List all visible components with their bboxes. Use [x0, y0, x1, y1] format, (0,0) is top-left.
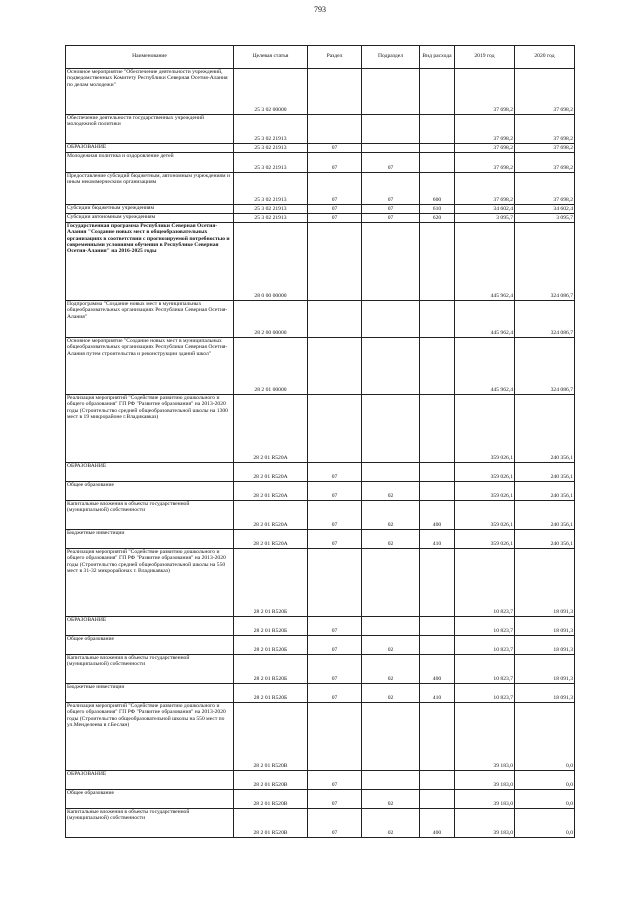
- cell-target-article: 28 0 00 00000: [234, 223, 308, 301]
- cell-section: [308, 301, 362, 338]
- table-row: [66, 153, 575, 173]
- cell-subsection: 02: [362, 530, 420, 549]
- cell-name: Основное мероприятие "Создание новых мест в муниципальных общеобразовательных организациях Республики Северная Осетия-Алания путем строительства и реконструкции зданий школ": [66, 338, 234, 395]
- cell-section: [308, 549, 362, 617]
- cell-expense-type: [420, 549, 455, 617]
- cell-target-article: 28 2 01 R520A: [234, 501, 308, 530]
- cell-section: [308, 338, 362, 395]
- cell-subsection: 02: [362, 655, 420, 684]
- cell-name: Капитальные вложения в объекты государственной (муниципальной) собственности: [66, 655, 234, 684]
- cell-expense-type: 400: [420, 655, 455, 684]
- table-row: [66, 655, 575, 684]
- cell-2019: 39 183,0: [455, 771, 515, 790]
- cell-section: 07: [308, 771, 362, 790]
- cell-target-article: 28 2 01 R520Б: [234, 655, 308, 684]
- cell-expense-type: 410: [420, 530, 455, 549]
- cell-target-article: 28 2 01 R520Б: [234, 617, 308, 636]
- cell-subsection: [362, 69, 420, 115]
- table-row: [66, 771, 575, 790]
- cell-target-article: 28 2 01 R520Б: [234, 549, 308, 617]
- cell-section: 07: [308, 144, 362, 153]
- cell-expense-type: [420, 703, 455, 771]
- cell-target-article: 28 2 01 00000: [234, 338, 308, 395]
- cell-target-article: 28 2 00 00000: [234, 301, 308, 338]
- table-header-row: [66, 46, 575, 69]
- budget-table: [65, 45, 575, 838]
- cell-2020: 324 086,7: [515, 301, 575, 338]
- cell-2020: 0,0: [515, 790, 575, 809]
- cell-subsection: 02: [362, 790, 420, 809]
- cell-2019: 10 823,7: [455, 636, 515, 655]
- cell-name: Капитальные вложения в объекты государственной (муниципальной) собственности: [66, 501, 234, 530]
- cell-subsection: [362, 115, 420, 144]
- cell-name: Бюджетные инвестиции: [66, 684, 234, 703]
- cell-name: Субсидии автономным учреждениям: [66, 214, 234, 223]
- cell-expense-type: [420, 395, 455, 463]
- cell-subsection: [362, 549, 420, 617]
- cell-subsection: [362, 771, 420, 790]
- table-row: [66, 530, 575, 549]
- cell-section: 07: [308, 501, 362, 530]
- cell-section: 07: [308, 153, 362, 173]
- table-row: [66, 501, 575, 530]
- cell-expense-type: [420, 617, 455, 636]
- cell-name: Предоставление субсидий бюджетным, автономным учреждениям и иным некоммерческим организациям: [66, 173, 234, 205]
- cell-section: 07: [308, 655, 362, 684]
- cell-2019: 39 183,0: [455, 703, 515, 771]
- cell-2020: 37 698,2: [515, 69, 575, 115]
- table-row: [66, 482, 575, 501]
- cell-target-article: 28 2 01 R520В: [234, 790, 308, 809]
- table-row: [66, 338, 575, 395]
- cell-name: Реализация мероприятий "Содействие развитию дошкольного и общего образования" ГП РФ "Развитие образования" на 2013-2020 годы (Строительство общеобразовательной школы на 550 мест по ул.Менделеева в г.Беслан): [66, 703, 234, 771]
- cell-expense-type: 600: [420, 173, 455, 205]
- cell-section: 07: [308, 463, 362, 482]
- cell-2019: 34 602,4: [455, 205, 515, 214]
- cell-2019: 10 823,7: [455, 617, 515, 636]
- table-row: [66, 205, 575, 214]
- cell-section: 07: [308, 530, 362, 549]
- table-row: [66, 790, 575, 809]
- cell-2020: 18 091,3: [515, 684, 575, 703]
- cell-expense-type: [420, 463, 455, 482]
- cell-2019: 37 698,2: [455, 115, 515, 144]
- cell-target-article: 28 2 01 R520Б: [234, 684, 308, 703]
- cell-subsection: [362, 223, 420, 301]
- header-subsection: Подраздел: [362, 46, 420, 69]
- cell-expense-type: [420, 790, 455, 809]
- cell-subsection: 02: [362, 684, 420, 703]
- cell-target-article: 25 3 02 21913: [234, 153, 308, 173]
- cell-2019: 39 183,0: [455, 809, 515, 838]
- cell-section: 07: [308, 617, 362, 636]
- cell-2019: 37 698,2: [455, 173, 515, 205]
- cell-2019: 37 698,2: [455, 153, 515, 173]
- cell-target-article: 25 3 02 21913: [234, 214, 308, 223]
- cell-target-article: 28 2 01 R520A: [234, 463, 308, 482]
- cell-2019: 359 026,1: [455, 501, 515, 530]
- cell-expense-type: 400: [420, 809, 455, 838]
- cell-subsection: [362, 463, 420, 482]
- cell-section: 07: [308, 205, 362, 214]
- cell-2020: 18 091,3: [515, 549, 575, 617]
- cell-target-article: 28 2 01 R520A: [234, 530, 308, 549]
- cell-expense-type: [420, 771, 455, 790]
- page-number: 793: [314, 5, 326, 14]
- cell-name: ОБРАЗОВАНИЕ: [66, 463, 234, 482]
- table-row: [66, 703, 575, 771]
- cell-section: 07: [308, 684, 362, 703]
- cell-section: 07: [308, 214, 362, 223]
- cell-subsection: [362, 617, 420, 636]
- cell-expense-type: [420, 301, 455, 338]
- cell-2019: 359 026,1: [455, 530, 515, 549]
- table-row: [66, 463, 575, 482]
- cell-subsection: [362, 301, 420, 338]
- table-row: [66, 173, 575, 205]
- cell-subsection: 07: [362, 153, 420, 173]
- header-section: Раздел: [308, 46, 362, 69]
- cell-subsection: [362, 703, 420, 771]
- cell-name: Общее образование: [66, 790, 234, 809]
- cell-2020: 18 091,3: [515, 617, 575, 636]
- cell-2019: 3 095,7: [455, 214, 515, 223]
- cell-2020: 34 602,4: [515, 205, 575, 214]
- cell-name: Капитальные вложения в объекты государственной (муниципальной) собственности: [66, 809, 234, 838]
- cell-2020: 324 086,7: [515, 223, 575, 301]
- cell-section: 07: [308, 173, 362, 205]
- cell-section: 07: [308, 809, 362, 838]
- cell-name: ОБРАЗОВАНИЕ: [66, 771, 234, 790]
- cell-expense-type: [420, 69, 455, 115]
- table-row: [66, 69, 575, 115]
- header-year-2019: 2019 год: [455, 46, 515, 69]
- cell-2020: 240 356,1: [515, 395, 575, 463]
- header-name: Наименование: [66, 46, 234, 69]
- cell-2019: 359 026,1: [455, 463, 515, 482]
- cell-section: 07: [308, 790, 362, 809]
- cell-name: Реализация мероприятий "Содействие развитию дошкольного и общего образования" ГП РФ "Развитие образования" на 2013-2020 годы (Строительство средней общеобразовательной школы на 1300 мест в 19 микрорайоне г.Владикавказ): [66, 395, 234, 463]
- cell-2019: 359 026,1: [455, 482, 515, 501]
- cell-expense-type: [420, 636, 455, 655]
- cell-2020: 37 698,2: [515, 144, 575, 153]
- cell-name: Общее образование: [66, 482, 234, 501]
- cell-subsection: [362, 395, 420, 463]
- cell-expense-type: [420, 482, 455, 501]
- cell-subsection: 02: [362, 501, 420, 530]
- cell-2019: 37 698,2: [455, 69, 515, 115]
- cell-2020: 240 356,1: [515, 463, 575, 482]
- cell-target-article: 25 3 02 21913: [234, 173, 308, 205]
- cell-name: Субсидии бюджетным учреждениям: [66, 205, 234, 214]
- cell-2019: 39 183,0: [455, 790, 515, 809]
- cell-name: Основное мероприятие "Обеспечение деятельности учреждений, подведомственных Комитету Республики Северная Осетия-Алания по делам молодежи": [66, 69, 234, 115]
- cell-name: Общее образование: [66, 636, 234, 655]
- table-row: [66, 636, 575, 655]
- cell-expense-type: [420, 153, 455, 173]
- cell-2019: 37 698,2: [455, 144, 515, 153]
- table-row: [66, 115, 575, 144]
- cell-target-article: 28 2 01 R520A: [234, 395, 308, 463]
- header-target-article: Целевая статья: [234, 46, 308, 69]
- cell-2020: 240 356,1: [515, 501, 575, 530]
- cell-target-article: 28 2 01 R520В: [234, 703, 308, 771]
- table-row: [66, 223, 575, 301]
- header-expense-type: Вид расхода: [420, 46, 455, 69]
- cell-subsection: [362, 144, 420, 153]
- cell-expense-type: [420, 115, 455, 144]
- cell-2019: 445 962,4: [455, 338, 515, 395]
- cell-2019: 10 823,7: [455, 549, 515, 617]
- cell-subsection: [362, 338, 420, 395]
- cell-target-article: 28 2 01 R520В: [234, 809, 308, 838]
- table-row: [66, 617, 575, 636]
- cell-2019: 10 823,7: [455, 655, 515, 684]
- cell-target-article: 25 3 02 21913: [234, 144, 308, 153]
- cell-section: 07: [308, 482, 362, 501]
- cell-target-article: 28 2 01 R520Б: [234, 636, 308, 655]
- cell-expense-type: 620: [420, 214, 455, 223]
- cell-2020: 18 091,3: [515, 655, 575, 684]
- cell-subsection: 07: [362, 205, 420, 214]
- cell-subsection: 02: [362, 809, 420, 838]
- cell-section: [308, 703, 362, 771]
- table-body: [66, 69, 575, 838]
- header-year-2020: 2020 год: [515, 46, 575, 69]
- table-row: [66, 214, 575, 223]
- cell-name: ОБРАЗОВАНИЕ: [66, 144, 234, 153]
- cell-name: Молодежная политика и оздоровление детей: [66, 153, 234, 173]
- cell-2019: 445 962,4: [455, 301, 515, 338]
- cell-target-article: 25 3 02 21913: [234, 205, 308, 214]
- cell-name: ОБРАЗОВАНИЕ: [66, 617, 234, 636]
- cell-name: Государственная программа Республики Северная Осетия-Алания "Создание новых мест в общеобразовательных организациях в соответствии с прогнозируемой потребностью и современными условиями обучения в Республике Северная Осетия-Алания" на 2016-2025 годы: [66, 223, 234, 301]
- cell-name: Подпрограмма "Создание новых мест в муниципальных общеобразовательных организациях Республики Северная Осетия-Алания": [66, 301, 234, 338]
- cell-name: Обеспечение деятельности государственных учреждений молодежной политики: [66, 115, 234, 144]
- table-row: [66, 549, 575, 617]
- cell-section: [308, 223, 362, 301]
- cell-2019: 10 823,7: [455, 684, 515, 703]
- cell-name: Реализация мероприятий "Содействие развитию дошкольного и общего образования" ГП РФ "Развитие образования" на 2013-2020 годы (Строительство средней общеобразовательной школы на 550 мест в 31-32 микрорайонах г. Владикавказ): [66, 549, 234, 617]
- cell-subsection: 07: [362, 214, 420, 223]
- cell-target-article: 25 3 02 00000: [234, 69, 308, 115]
- cell-subsection: 07: [362, 173, 420, 205]
- table-row: [66, 684, 575, 703]
- cell-expense-type: 410: [420, 684, 455, 703]
- cell-target-article: 28 2 01 R520В: [234, 771, 308, 790]
- cell-section: [308, 69, 362, 115]
- cell-expense-type: 400: [420, 501, 455, 530]
- cell-2020: 240 356,1: [515, 482, 575, 501]
- cell-expense-type: [420, 223, 455, 301]
- table-row: [66, 301, 575, 338]
- cell-2020: 37 698,2: [515, 153, 575, 173]
- cell-2020: 324 086,7: [515, 338, 575, 395]
- cell-target-article: 25 3 02 21913: [234, 115, 308, 144]
- cell-2019: 359 026,1: [455, 395, 515, 463]
- cell-section: [308, 395, 362, 463]
- cell-expense-type: [420, 144, 455, 153]
- table-row: [66, 144, 575, 153]
- cell-2019: 445 962,4: [455, 223, 515, 301]
- cell-2020: 0,0: [515, 809, 575, 838]
- table-row: [66, 395, 575, 463]
- cell-2020: 37 698,2: [515, 173, 575, 205]
- cell-name: Бюджетные инвестиции: [66, 530, 234, 549]
- cell-2020: 240 356,1: [515, 530, 575, 549]
- cell-target-article: 28 2 01 R520A: [234, 482, 308, 501]
- cell-section: [308, 115, 362, 144]
- cell-expense-type: [420, 338, 455, 395]
- table-row: [66, 809, 575, 838]
- cell-subsection: 02: [362, 636, 420, 655]
- cell-subsection: 02: [362, 482, 420, 501]
- cell-expense-type: 610: [420, 205, 455, 214]
- cell-2020: 18 091,3: [515, 636, 575, 655]
- cell-2020: 0,0: [515, 771, 575, 790]
- cell-section: 07: [308, 636, 362, 655]
- cell-2020: 37 698,2: [515, 115, 575, 144]
- cell-2020: 0,0: [515, 703, 575, 771]
- cell-2020: 3 095,7: [515, 214, 575, 223]
